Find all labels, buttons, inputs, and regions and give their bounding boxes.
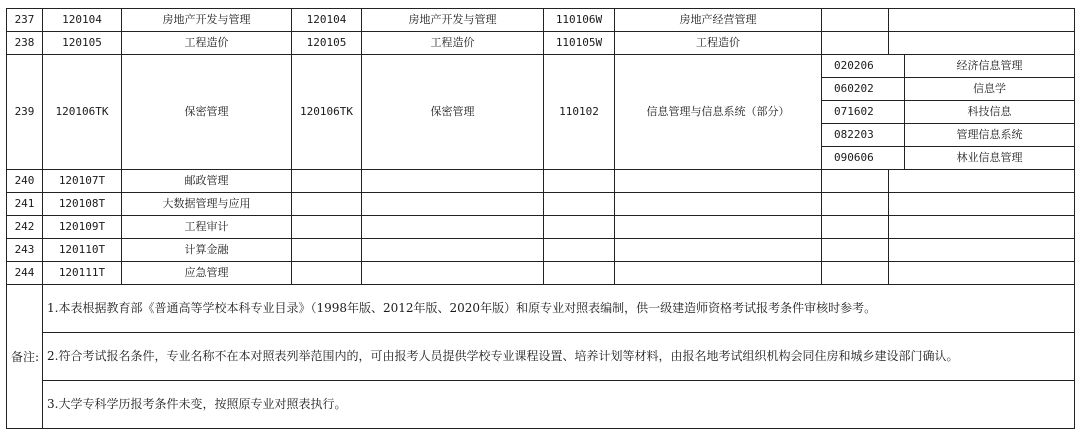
old-major-code: 020206 [822, 55, 905, 78]
major-code-2012: 120106TK [292, 55, 362, 170]
major-name-2012 [362, 262, 544, 285]
old-major-code [822, 262, 889, 285]
major-code-1998: 110102 [544, 55, 615, 170]
old-major-name: 信息学 [905, 78, 1075, 101]
major-code-2020: 120109T [43, 216, 122, 239]
table-row [7, 262, 1075, 285]
major-name-2020: 大数据管理与应用 [122, 193, 292, 216]
major-name-1998 [615, 193, 822, 216]
major-name-1998: 房地产经营管理 [615, 9, 822, 32]
old-major-code: 082203 [822, 124, 905, 147]
old-major-name: 经济信息管理 [905, 55, 1075, 78]
major-code-2012 [292, 170, 362, 193]
table-row [7, 193, 1075, 216]
major-name-2020: 工程审计 [122, 216, 292, 239]
old-major-code: 060202 [822, 78, 905, 101]
major-name-2020: 保密管理 [122, 55, 292, 170]
old-major-name [889, 32, 1075, 55]
table-row [7, 55, 1075, 170]
table-row [7, 9, 1075, 32]
major-code-1998: 110106W [544, 9, 615, 32]
row-number: 244 [7, 262, 43, 285]
major-code-2020: 120111T [43, 262, 122, 285]
old-major-code [822, 9, 889, 32]
major-code-2012: 120104 [292, 9, 362, 32]
old-major-name [889, 239, 1075, 262]
sub-row [822, 55, 1074, 78]
major-code-2020: 120104 [43, 9, 122, 32]
major-name-1998 [615, 262, 822, 285]
old-major-name [889, 216, 1075, 239]
major-code-1998 [544, 262, 615, 285]
old-major-name: 林业信息管理 [956, 151, 1023, 164]
old-major-code [822, 170, 889, 193]
major-name-2012 [362, 170, 544, 193]
major-code-2012 [292, 262, 362, 285]
old-major-code [822, 216, 889, 239]
old-major-code [822, 193, 889, 216]
notes-label: 备注: [7, 285, 43, 429]
row-number: 237 [7, 9, 43, 32]
major-name-2012: 保密管理 [362, 55, 544, 170]
sub-row [822, 78, 1074, 101]
major-code-2012 [292, 239, 362, 262]
major-code-2012: 120105 [292, 32, 362, 55]
row-number: 239 [7, 55, 43, 170]
major-code-2020: 120106TK [43, 55, 122, 170]
old-major-code: 071602 [822, 101, 905, 124]
old-major-code [822, 239, 889, 262]
major-name-2012: 房地产开发与管理 [362, 9, 544, 32]
major-name-2020: 应急管理 [122, 262, 292, 285]
major-name-2020: 房地产开发与管理 [122, 9, 292, 32]
old-major-name [889, 262, 1075, 285]
major-name-1998 [615, 239, 822, 262]
row-number: 238 [7, 32, 43, 55]
major-code-1998 [544, 193, 615, 216]
old-major-name [889, 170, 1075, 193]
major-name-1998 [615, 170, 822, 193]
row-number: 242 [7, 216, 43, 239]
old-major-code [822, 32, 889, 55]
major-name-2012 [362, 216, 544, 239]
note-item: 1.本表根据教育部《普通高等学校本科专业目录》（1998年版、2012年版、2020年版）和原专业对照表编制，供一级建造师资格考试报考条件审核时参考。 [47, 301, 877, 315]
major-code-2012 [292, 216, 362, 239]
major-code-1998 [544, 170, 615, 193]
major-comparison-table-section [6, 8, 1074, 429]
table-row [7, 170, 1075, 193]
major-name-1998 [615, 216, 822, 239]
old-major-list [822, 55, 1075, 170]
old-major-name: 科技信息 [905, 101, 1075, 124]
major-name-2012: 工程造价 [362, 32, 544, 55]
table-row [7, 216, 1075, 239]
sub-row [822, 101, 1074, 124]
major-name-2012 [362, 239, 544, 262]
major-code-2020: 120108T [43, 193, 122, 216]
major-name-2020: 工程造价 [122, 32, 292, 55]
major-code-1998 [544, 239, 615, 262]
old-major-name [889, 193, 1075, 216]
major-code-2020: 120107T [43, 170, 122, 193]
row-number: 240 [7, 170, 43, 193]
note-item: 3.大学专科学历报考条件未变，按照原专业对照表执行。 [43, 380, 1074, 428]
old-major-name: 管理信息系统 [905, 124, 1075, 147]
major-name-2020: 邮政管理 [122, 170, 292, 193]
notes-content [43, 285, 1075, 429]
table-row [7, 239, 1075, 262]
major-code-2012 [292, 193, 362, 216]
notes-row [7, 285, 1075, 429]
table-row [7, 32, 1075, 55]
row-number: 243 [7, 239, 43, 262]
old-major-name [889, 9, 1075, 32]
note-item: 2.符合考试报名条件，专业名称不在本对照表列举范围内的，可由报考人员提供学校专业课程设置、培养计划等材料，由报名地考试组织机构会同住房和城乡建设部门确认。 [43, 332, 1074, 380]
major-name-2020: 计算金融 [122, 239, 292, 262]
sub-row [822, 124, 1074, 147]
major-name-2012 [362, 193, 544, 216]
old-major-code: 090606 [822, 147, 905, 170]
major-code-1998 [544, 216, 615, 239]
major-name-1998: 信息管理与信息系统（部分） [615, 55, 822, 170]
major-code-1998: 110105W [544, 32, 615, 55]
old-major-subtable [822, 55, 1074, 169]
sub-row [822, 147, 1074, 170]
major-code-2020: 120110T [43, 239, 122, 262]
major-comparison-table [6, 8, 1075, 429]
row-number: 241 [7, 193, 43, 216]
major-code-2020: 120105 [43, 32, 122, 55]
major-name-1998: 工程造价 [615, 32, 822, 55]
